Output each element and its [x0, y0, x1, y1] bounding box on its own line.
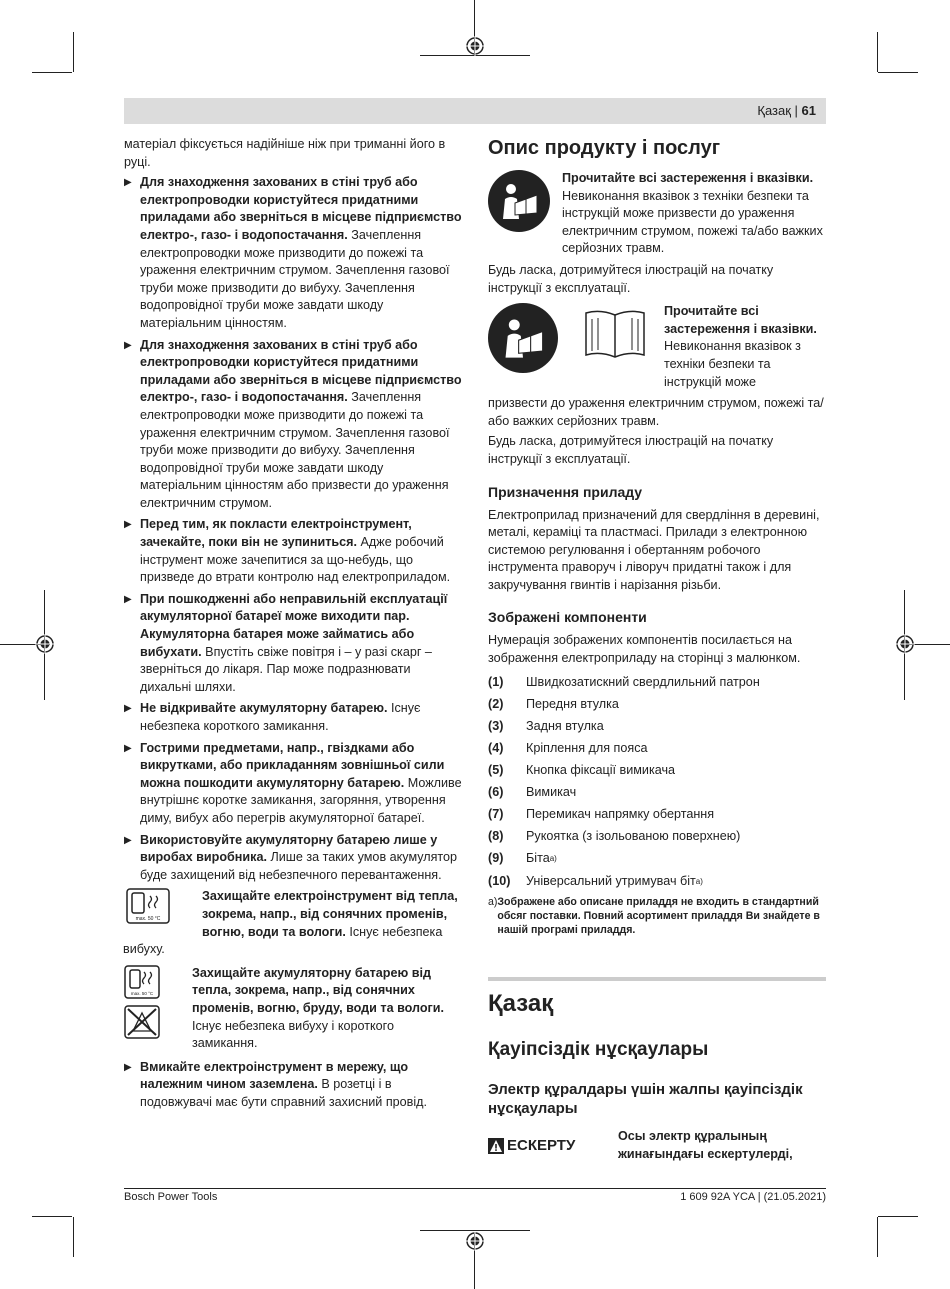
header-section: Қазақ [757, 103, 791, 118]
component-label: Біта [526, 851, 550, 866]
read-warning-bold: Прочитайте всі застереження і вказівки. [664, 304, 817, 336]
bullet-item [124, 832, 462, 885]
component-number: (4) [488, 740, 504, 755]
footnote-ref: a) [549, 854, 557, 864]
component-number: (1) [488, 674, 504, 689]
bullet-text: Зачеплення електропроводки може призводити до пожежі та ураження електричним струмом. Зачеплення газової труби може призводити до вибуху. Зачеплення водопровідної труби може завдати шкоду матеріальним цінностям або призвести до ураження електричним струмом. [140, 390, 450, 510]
components-title: Зображені компоненти [488, 609, 647, 626]
warning-row [488, 1128, 826, 1163]
bullet-item [124, 740, 462, 828]
list-item [488, 674, 826, 692]
component-number: (8) [488, 829, 504, 844]
list-item [488, 696, 826, 714]
bullet-text: В розетці і в подовжувачі має бути справний захисний провід. [140, 1077, 427, 1109]
warning-label: ЕСКЕРТУ [507, 1136, 576, 1154]
bullet-bold: Використовуйте акумуляторну батарею лише у виробах виробника. [140, 832, 438, 865]
bullet-text: Впустіть свіже повітря і – у разі скарг – зверніться до лікаря. Пар може подразнювати дихальні шляхи. [140, 644, 432, 694]
read-manual-icon [488, 170, 550, 232]
manual-book-icon [582, 307, 648, 363]
component-label: Швидкозатискний свердлильний патрон [526, 674, 760, 689]
list-item [488, 850, 826, 868]
bullet-item [124, 591, 462, 697]
heat-battery-bold: Захищайте акумуляторну батарею від тепла, зокрема, напр., від сонячних променів, вогню, бруду, води та вологи. [192, 965, 445, 1015]
bullet-bold: При пошкодженні або неправильній експлуатації акумуляторної батареї може виходити пар. Акумуляторна батарея може займатись або вибухати. [140, 591, 448, 659]
component-number: (10) [488, 873, 511, 888]
list-item [488, 740, 826, 758]
registration-target-icon [465, 1231, 485, 1251]
footer-code: 1 609 92A YCA | (21.05.2021) [680, 1191, 826, 1203]
footer-divider [124, 1188, 826, 1189]
heat-battery-block [124, 965, 462, 1053]
crop-mark [32, 1216, 72, 1217]
components-intro: Нумерація зображених компонентів посилається на зображення електроприладу на сторінці з малюнком. [488, 633, 801, 666]
footnote-text: Зображене або описане приладдя не входить в стандартний обсяг поставки. Повний асортимент приладдя Ви знайдете в нашій програмі приладдя. [497, 895, 820, 936]
registration-target-icon [35, 634, 55, 654]
section-divider [488, 977, 826, 981]
purpose-text: Електроприлад призначений для свердління в деревині, металі, кераміці та пластмасі. Прилади з електронною системою регулювання і обертанням робочого інструмента праворуч і ліворуч придатні також і для закручування гвинтів і нарізання різьби. [488, 507, 820, 592]
battery-heat-icon [124, 965, 160, 999]
heat-tool-text: Існує небезпека [345, 924, 443, 939]
header-text: Қазақ | 61 [757, 103, 816, 118]
crop-mark [877, 1217, 878, 1257]
component-label: Рукоятка (з ізольованою поверхнею) [526, 829, 741, 844]
footnote-ref: a) [695, 876, 703, 886]
heat-tool-block [124, 888, 462, 941]
crop-mark [878, 72, 918, 73]
read-warning-tail: призвести до ураження електричним струмом, пожежі та/або важких серйозних травм. [488, 396, 824, 428]
follow-illustrations-text: Будь ласка, дотримуйтеся ілюстрацій на початку інструкції з експлуатації. [488, 262, 774, 295]
kazakh-section [488, 990, 826, 1163]
crop-mark [73, 32, 74, 72]
read-warning-text: Невиконання вказівок з техніки безпеки та інструкцій може [664, 339, 801, 389]
component-label: Перемикач напрямку обертання [526, 807, 715, 822]
read-warning-text: Невиконання вказівок з техніки безпеки та інструкцій може призвести до ураження електричним струмом, пожежі та/або важких серйозних травм. [562, 188, 823, 256]
svg-text:max. 50 °C: max. 50 °C [135, 916, 161, 923]
purpose-title: Призначення приладу [488, 483, 643, 500]
crop-mark [73, 1217, 74, 1257]
bullet-item [124, 516, 462, 586]
intro-text: матеріал фіксується надійніше ніж при триманні його в руці. [124, 137, 446, 169]
component-number: (6) [488, 785, 504, 800]
list-item [488, 784, 826, 802]
bullet-text: Зачеплення електропроводки може призводити до пожежі та ураження електричним струмом. Зачеплення газової труби може призводити до вибуху. Зачеплення водопровідної труби може завдати шкоду матеріальним цінностям. [140, 227, 450, 330]
list-item [488, 718, 826, 736]
list-item [488, 762, 826, 780]
bullet-bold: Для знаходження захованих в стіні труб або електропроводки користуйтеся придатними приладами або зверніться в місцеве підприємство електро-, газо- і водопостачання. [140, 175, 462, 242]
bullet-item [124, 700, 462, 735]
registration-target-icon [895, 634, 915, 654]
read-instructions-block [488, 170, 826, 258]
component-label: Задня втулка [526, 718, 604, 733]
crop-mark [878, 1216, 918, 1217]
component-number: (9) [488, 851, 504, 866]
right-column [488, 136, 826, 937]
heat-tool-tail: вибуху. [123, 942, 165, 957]
read-instructions-block [488, 303, 826, 391]
general-safety-title: Электр құралдары үшін жалпы қауіпсіздік нұсқаулары [488, 1081, 803, 1117]
page-header [124, 98, 826, 124]
bullet-bold: Гострими предметами, напр., гвіздками або викрутками, або прикладанням зовнішньої сили можна пошкодити акумуляторну батарею. [140, 740, 445, 790]
read-warning-bold: Прочитайте всі застереження і вказівки. [562, 171, 814, 185]
footnote [488, 895, 826, 937]
components-list [488, 674, 826, 890]
heat-tool-bold: Захищайте електроінструмент від тепла, зокрема, напр., від сонячних променів, вогню, води та вологи. [202, 889, 458, 939]
bullet-item [124, 174, 462, 332]
list-item [488, 828, 826, 846]
list-item [488, 806, 826, 824]
registration-target-icon [465, 36, 485, 56]
no-fire-water-icon [124, 1005, 160, 1039]
component-label: Вимикач [526, 785, 577, 800]
bullet-item [124, 1059, 462, 1112]
crop-mark [877, 32, 878, 72]
footnote-mark: a) [488, 895, 498, 908]
bullet-bold: Вмикайте електроінструмент в мережу, що належним чином заземлена. [140, 1059, 409, 1092]
bullet-bold: Не відкривайте акумуляторну батарею. [140, 701, 388, 716]
heat-battery-text: Існує небезпека вибуху і короткого замикання. [192, 1018, 394, 1051]
safety-title: Қауіпсіздік нұсқаулары [488, 1039, 709, 1060]
bullet-item [124, 337, 462, 513]
page-number: 61 [801, 103, 816, 118]
component-label: Універсальний утримувач біт [526, 873, 696, 888]
section-title: Опис продукту і послуг [488, 137, 721, 159]
component-label: Кнопка фіксації вимикача [526, 763, 676, 778]
component-number: (7) [488, 807, 504, 822]
warning-text: Осы электр құралының жинағындағы ескертулерді, [618, 1129, 793, 1161]
bullet-text: Можливе внутрішнє коротке замикання, загоряння, утворення диму, вибух або перегрів акумуляторної батареї. [140, 775, 462, 825]
warning-triangle-icon [488, 1138, 504, 1154]
component-number: (3) [488, 718, 504, 733]
follow-illustrations-text: Будь ласка, дотримуйтеся ілюстрацій на початку інструкції з експлуатації. [488, 434, 774, 466]
left-column [124, 136, 462, 1115]
component-number: (2) [488, 696, 504, 711]
bullet-bold: Для знаходження захованих в стіні труб або електропроводки користуйтеся придатними приладами або зверніться в місцеве підприємство електро-, газо- і водопостачання. [140, 337, 462, 405]
bullet-bold: Перед тим, як покласти електроінструмент, зачекайте, поки він не зупиниться. [140, 517, 412, 550]
footer-brand: Bosch Power Tools [124, 1191, 218, 1203]
svg-text:max. 50 °C: max. 50 °C [130, 990, 154, 996]
language-title: Қазақ [488, 990, 554, 1017]
component-label: Кріплення для пояса [526, 740, 648, 755]
crop-mark [32, 72, 72, 73]
bullet-text: Адже робочий інструмент може зачепитися за що-небудь, що призведе до втрати контролю над електроприладом. [140, 535, 451, 585]
read-manual-icon [488, 303, 558, 373]
list-item [488, 873, 826, 891]
warning-label-block [488, 1128, 618, 1163]
component-label: Передня втулка [526, 696, 619, 711]
heat-warning-icon [126, 888, 170, 924]
component-number: (5) [488, 763, 504, 778]
bullet-text: Лише за таких умов акумулятор буде захищений від небезпечного перевантаження. [140, 850, 458, 882]
bullet-text: Існує небезпека короткого замикання. [140, 701, 421, 733]
